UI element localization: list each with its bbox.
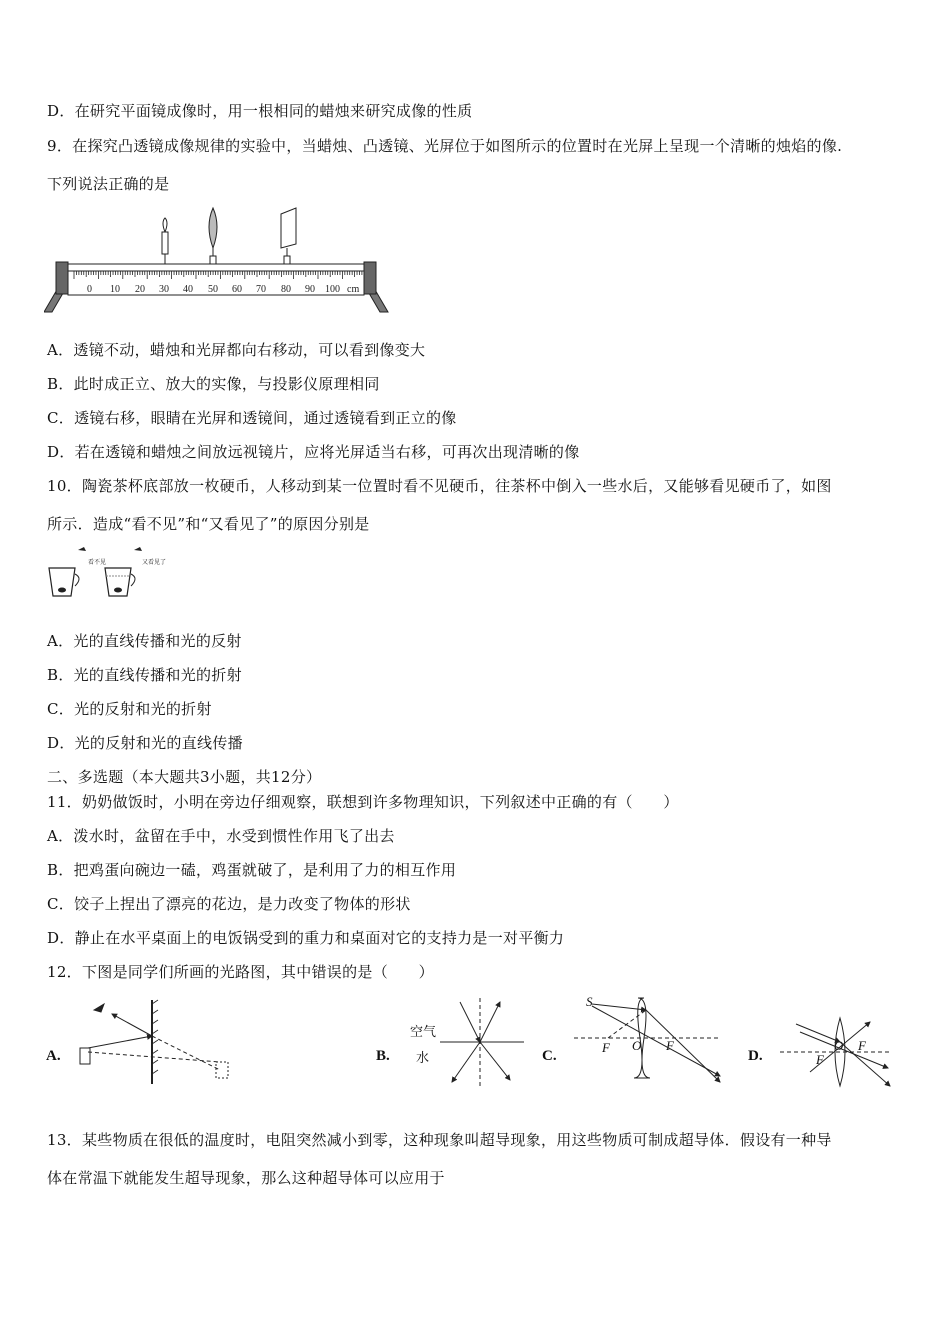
- diagram-b-air: 空气: [410, 1024, 437, 1039]
- bench-rail: [68, 264, 364, 271]
- q9-option-b: B．此时成正立、放大的实像，与投影仪原理相同: [47, 375, 380, 393]
- eye-icon: [78, 547, 86, 551]
- scale-label: 10: [110, 284, 120, 295]
- diagram-d-f2: F: [858, 1038, 866, 1053]
- q11-stem: 11．奶奶做饭时，小明在旁边仔细观察，联想到许多物理知识，下列叙述中正确的有（ ）: [47, 793, 679, 811]
- scale-label: 50: [208, 284, 218, 295]
- scale-label: 20: [135, 284, 145, 295]
- q10-option-d: D．光的反射和光的直线传播: [47, 734, 243, 752]
- ray-incident: [88, 1036, 152, 1048]
- eye-icon: [134, 547, 142, 551]
- diagram-d-o: O: [834, 1038, 844, 1053]
- diagram-b-label: B.: [376, 1048, 390, 1064]
- teacup-handle-1: [75, 574, 79, 586]
- lens-body: [209, 208, 217, 248]
- diagram-c-s: S: [586, 994, 593, 1009]
- ray-extension: [608, 1010, 646, 1038]
- ray-2: [592, 1006, 720, 1076]
- fig-label-cannot-see: 看不见: [88, 560, 107, 566]
- diagram-c: [574, 998, 720, 1082]
- ray-reflected: [112, 1014, 152, 1036]
- light-path-diagrams: [40, 992, 900, 1092]
- q10-option-c: C．光的反射和光的折射: [47, 700, 212, 718]
- teacup-handle-2: [131, 574, 135, 586]
- screen-holder: [284, 256, 290, 264]
- scale-label: 0: [87, 284, 92, 295]
- candle-flame: [163, 218, 167, 232]
- q10-stem-line2: 所示．造成“看不见”和“又看见了”的原因分别是: [47, 515, 370, 533]
- q12-stem: 12．下图是同学们所画的光路图，其中错误的是（ ）: [47, 963, 434, 981]
- diagram-a-label: A.: [46, 1048, 61, 1064]
- candle-body: [162, 232, 168, 254]
- diagram-d-label: D.: [748, 1048, 763, 1064]
- diagram-d-f1: F: [816, 1052, 824, 1067]
- q9-option-a: A．透镜不动，蜡烛和光屏都向右移动，可以看到像变大: [47, 341, 426, 359]
- ray-dashed: [88, 1052, 220, 1062]
- diagram-c-f2: F: [666, 1038, 674, 1053]
- diagram-c-f1: F: [602, 1040, 610, 1055]
- scale-label: 100: [325, 284, 340, 295]
- q9-option-d: D．若在透镜和蜡烛之间放远视镜片，应将光屏适当右移，可再次出现清晰的像: [47, 443, 580, 461]
- q11-option-c: C．饺子上捏出了漂亮的花边，是力改变了物体的形状: [47, 895, 411, 913]
- q9-stem-line1: 9．在探究凸透镜成像规律的实验中，当蜡烛、凸透镜、光屏位于如图所示的位置时在光屏上呈现一个清晰的烛焰的像.: [47, 137, 843, 155]
- q9-stem-line2: 下列说法正确的是: [47, 175, 170, 193]
- q10-option-b: B．光的直线传播和光的折射: [47, 666, 242, 684]
- optical-bench-figure: [44, 200, 389, 320]
- bench-left-end: [56, 262, 68, 294]
- ray-incident: [460, 1002, 480, 1042]
- convex-lens: [209, 208, 217, 264]
- eye-icon: [94, 1004, 104, 1012]
- ray-extension: [152, 1036, 220, 1070]
- ray-reflected: [480, 1002, 500, 1042]
- diagram-c-o: O: [632, 1038, 642, 1053]
- coin-1: [58, 588, 66, 593]
- q13-stem-line1: 13．某些物质在很低的温度时，电阻突然减小到零，这种现象叫超导现象，用这些物质可制成超导体．假设有一种导: [47, 1131, 832, 1149]
- light-screen: [281, 208, 296, 264]
- q11-option-d: D．静止在水平桌面上的电饭锅受到的重力和桌面对它的支持力是一对平衡力: [47, 929, 565, 947]
- scale-label: 30: [159, 284, 169, 295]
- bench-right-end: [364, 262, 376, 294]
- scale-label: 60: [232, 284, 242, 295]
- scale-unit: cm: [347, 284, 360, 295]
- diagram-c-label: C.: [542, 1048, 557, 1064]
- coin-2: [114, 588, 122, 593]
- ray-refracted: [452, 1042, 480, 1082]
- ray-refracted-2: [480, 1042, 510, 1080]
- q11-option-b: B．把鸡蛋向碗边一磕，鸡蛋就破了，是利用了力的相互作用: [47, 861, 457, 879]
- diagram-b: [440, 998, 524, 1086]
- candle: [162, 218, 168, 264]
- scale-label: 70: [256, 284, 266, 295]
- q10-option-a: A．光的直线传播和光的反射: [47, 632, 242, 650]
- q13-stem-line2: 体在常温下就能发生超导现象，那么这种超导体可以应用于: [47, 1169, 445, 1187]
- diagram-a: [80, 1000, 228, 1084]
- q10-stem-line1: 10．陶瓷茶杯底部放一枚硬币，人移动到某一位置时看不见硬币，往茶杯中倒入一些水后，又能够看见硬币了，如图: [47, 477, 832, 495]
- section-2-title: 二、多选题（本大题共3小题，共12分）: [47, 768, 322, 786]
- ray-1-out: [646, 1010, 720, 1082]
- q8-option-d: D．在研究平面镜成像时，用一根相同的蜡烛来研究成像的性质: [47, 102, 473, 120]
- q11-option-a: A．泼水时，盆留在手中，水受到惯性作用飞了出去: [47, 827, 395, 845]
- q9-option-c: C．透镜右移，眼睛在光屏和透镜间，通过透镜看到正立的像: [47, 409, 457, 427]
- scale-label: 90: [305, 284, 315, 295]
- teacup-coin-figure: [44, 540, 174, 602]
- scale-label: 40: [183, 284, 193, 295]
- diagram-b-water: 水: [416, 1050, 430, 1065]
- lens-holder: [210, 256, 216, 264]
- virtual-image: [216, 1062, 228, 1078]
- fig-label-see-again: 又看见了: [142, 560, 167, 566]
- screen-body: [281, 208, 296, 248]
- object-cup: [80, 1048, 90, 1064]
- diagram-d: [780, 1018, 890, 1086]
- scale-label: 80: [281, 284, 291, 295]
